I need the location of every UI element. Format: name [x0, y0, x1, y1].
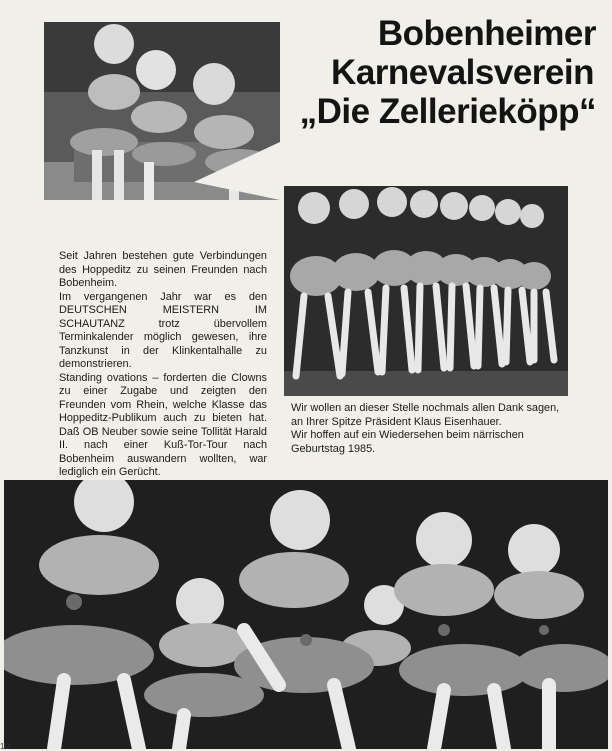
- left-text-column: [59, 250, 267, 480]
- left-paragraph-2: Im vergangenen Jahr war es den DEUTSCHEN MEISTERN IM SCHAUTANZ trotz übervollem Terminkalender möglich gewesen, ihre Tanzkunst in der Klinkentalhalle zu demonstrieren.: [59, 290, 267, 370]
- photo-kickline: [284, 186, 568, 396]
- photo-clown-trio: [44, 22, 280, 200]
- stage-dancers-image: [4, 480, 608, 749]
- photo-stage-dancers: [4, 480, 608, 749]
- headline-line-3: „Die Zellerieköpp“: [299, 92, 596, 131]
- headline-line-1: Bobenheimer: [377, 14, 596, 53]
- headline-line-2: Karnevalsverein: [331, 53, 594, 92]
- clown-trio-image: [44, 22, 280, 200]
- right-paragraph-2: Wir hoffen auf ein Wiedersehen beim närrischen Geburtstag 1985.: [291, 429, 524, 455]
- page-number: 10: [0, 742, 9, 751]
- left-paragraph-1: Seit Jahren bestehen gute Verbindungen des Hoppeditz zu seinen Freunden nach Bobenheim.: [59, 250, 267, 289]
- left-paragraph-3: Standing ovations – forderten die Clowns zu einer Zugabe und zeigten den Freunden vom Rhein, welche Klasse das Hoppeditz-Publikum auch zu bieten hat. Daß OB Neuber sowie seine Tollität Harald II. nach einer Kuß-Tor-Tour nach Bobenheim auswandern wollten, war lediglich ein Gerücht.: [59, 371, 267, 478]
- kickline-image: [284, 186, 568, 396]
- article-headline: [300, 14, 596, 131]
- right-paragraph-1: Wir wollen an dieser Stelle nochmals allen Dank sagen, an Ihrer Spitze Präsident Klaus Eisenhauer.: [291, 402, 560, 428]
- right-text-column: [291, 402, 571, 456]
